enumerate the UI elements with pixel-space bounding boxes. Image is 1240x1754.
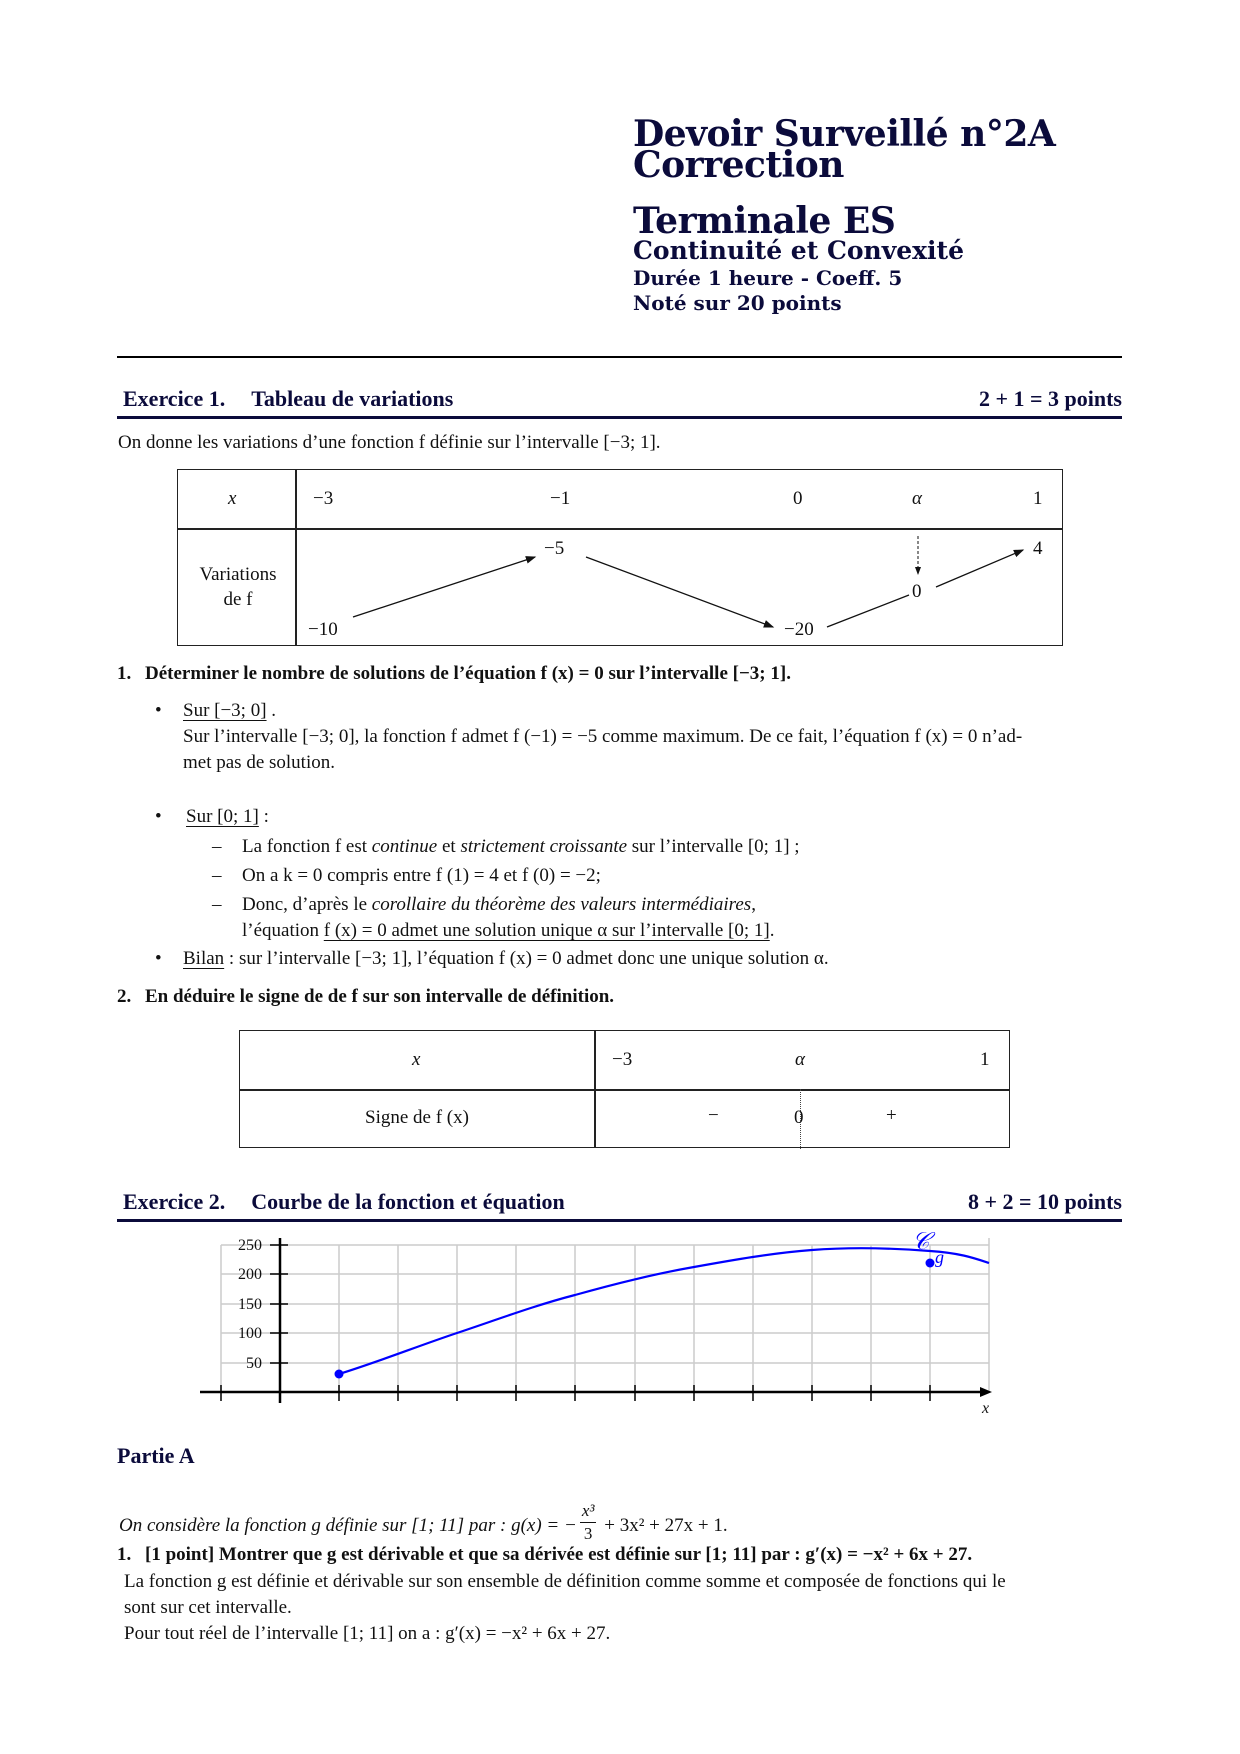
variation-arrows bbox=[178, 470, 1064, 647]
bullet1-text-1: Sur l’intervalle [−3; 0], la fonction f admet f (−1) = −5 comme maximum. De ce fait, l’équation f (x) = 0 n’ad- bbox=[183, 726, 1023, 747]
q2-text: En déduire le signe de de f sur son intervalle de définition. bbox=[145, 986, 615, 1007]
svg-text:200: 200 bbox=[238, 1266, 262, 1283]
curve-label-sub: g bbox=[935, 1247, 944, 1267]
conclusion-underlined: f (x) = 0 admet une solution unique α sur l’intervalle [0; 1] bbox=[323, 920, 770, 941]
var-x-value: 1 bbox=[1033, 488, 1043, 509]
partA-q1-number: 1. bbox=[117, 1544, 132, 1565]
bullet2-title: Sur [0; 1] bbox=[186, 806, 259, 827]
var-x-value: −1 bbox=[550, 488, 571, 509]
exercise2-heading bbox=[117, 1189, 1122, 1222]
partA-title: Partie A bbox=[117, 1443, 195, 1468]
partA-a1-line1: La fonction g est définie et dérivable sur son ensemble de définition comme somme et composée de fonctions qui le bbox=[124, 1571, 1006, 1592]
dash3-text-line2: l’équation f (x) = 0 admet une solution unique α sur l’intervalle [0; 1]. bbox=[242, 920, 775, 941]
duration: Durée 1 heure - Coeff. 5 bbox=[633, 266, 903, 290]
var-x-value: −3 bbox=[313, 488, 334, 509]
exercise1-title: Tableau de variations bbox=[251, 386, 454, 411]
bullet1-title-line: Sur [−3; 0] . bbox=[183, 700, 277, 721]
bullet1-text-2: met pas de solution. bbox=[183, 752, 335, 773]
var-f-value: −10 bbox=[308, 619, 338, 640]
var-f-value: −5 bbox=[544, 538, 565, 559]
svg-text:100: 100 bbox=[238, 1325, 262, 1342]
svg-text:250: 250 bbox=[238, 1237, 262, 1254]
bullet-icon: • bbox=[155, 806, 162, 827]
zero-dotted-line bbox=[800, 1089, 801, 1149]
sign-x-value: α bbox=[795, 1049, 805, 1070]
exercise1-points: 2 + 1 = 3 points bbox=[978, 386, 1122, 411]
sign-row1-label: x bbox=[412, 1049, 421, 1070]
exercise2-title: Courbe de la fonction et équation bbox=[251, 1189, 565, 1214]
variation-table bbox=[177, 469, 1063, 646]
bullet2-title-line: Sur [0; 1] : bbox=[186, 806, 269, 827]
curve-start-point bbox=[335, 1370, 344, 1379]
bullet3-line: Bilan : sur l’intervalle [−3; 1], l’équation f (x) = 0 admet donc une unique solution α. bbox=[183, 948, 829, 969]
document-title: Devoir Surveillé n°2A bbox=[633, 113, 1056, 155]
var-row2-label-2: de f bbox=[223, 589, 253, 610]
bullet-icon: • bbox=[155, 948, 162, 969]
var-row1-label: x bbox=[228, 488, 237, 509]
dash2-text: On a k = 0 compris entre f (1) = 4 et f (0) = −2; bbox=[242, 865, 601, 886]
subject: Continuité et Convexité bbox=[633, 236, 964, 265]
q1-text: Déterminer le nombre de solutions de l’équation f (x) = 0 sur l’intervalle [−3; 1]. bbox=[145, 663, 791, 684]
fraction-denominator: 3 bbox=[583, 1524, 593, 1543]
svg-text:50: 50 bbox=[246, 1355, 262, 1372]
dash3-text: Donc, d’après le corollaire du théorème des valeurs intermédiaires, bbox=[242, 894, 756, 915]
dash1-text: La fonction f est continue et strictement croissante sur l’intervalle [0; 1] ; bbox=[242, 836, 800, 857]
partA-a1-line2: sont sur cet intervalle. bbox=[124, 1597, 292, 1618]
bullet1-title: Sur [−3; 0] bbox=[183, 700, 267, 721]
partA-a1-line3: Pour tout réel de l’intervalle [1; 11] on a : g′(x) = −x² + 6x + 27. bbox=[124, 1623, 611, 1644]
curve-end-point bbox=[926, 1259, 935, 1268]
svg-text:150: 150 bbox=[238, 1296, 262, 1313]
var-row2-label-1: Variations bbox=[199, 564, 277, 585]
sign-x-value: −3 bbox=[612, 1049, 633, 1070]
curve-label: 𝒞 bbox=[912, 1229, 930, 1255]
grading: Noté sur 20 points bbox=[633, 291, 842, 315]
sign-value: − bbox=[708, 1105, 719, 1126]
header-rule bbox=[117, 356, 1122, 358]
exercise1-intro: On donne les variations d’une fonction f définie sur l’intervalle [−3; 1]. bbox=[118, 432, 661, 453]
curve-chart bbox=[200, 1225, 1020, 1415]
bullet-icon: • bbox=[155, 700, 162, 721]
curve-g bbox=[339, 1248, 989, 1374]
class-name: Terminale ES bbox=[633, 200, 896, 242]
dash-icon: – bbox=[212, 836, 222, 857]
sign-value: 0 bbox=[794, 1107, 804, 1128]
exercise2-number: Exercice 2. bbox=[123, 1189, 226, 1214]
sign-row2-label: Signe de f (x) bbox=[365, 1107, 469, 1128]
grid bbox=[221, 1238, 989, 1392]
var-f-value: 0 bbox=[912, 581, 922, 602]
bilan-title: Bilan bbox=[183, 948, 225, 969]
exercise1-heading bbox=[117, 386, 1122, 419]
fraction-numerator: x³ bbox=[580, 1500, 597, 1523]
x-axis-label: x bbox=[982, 1400, 990, 1415]
partA-q1-text: [1 point] Montrer que g est dérivable et que sa dérivée est définie sur [1; 11] par : g′(x) = −x² + 6x + 27. bbox=[145, 1544, 973, 1565]
sign-x-value: 1 bbox=[980, 1049, 990, 1070]
document-subtitle: Correction bbox=[633, 144, 844, 186]
sign-table bbox=[239, 1030, 1010, 1148]
q2-number: 2. bbox=[117, 986, 132, 1007]
q1-number: 1. bbox=[117, 663, 132, 684]
var-f-value: −20 bbox=[784, 619, 814, 640]
var-x-value: 0 bbox=[793, 488, 803, 509]
var-f-value: 4 bbox=[1033, 538, 1043, 559]
y-tick-labels bbox=[238, 1237, 262, 1372]
table-divider-horizontal bbox=[240, 1089, 1009, 1091]
exercise1-number: Exercice 1. bbox=[123, 386, 226, 411]
dash-icon: – bbox=[212, 894, 222, 915]
dash-icon: – bbox=[212, 865, 222, 886]
exercise2-points: 8 + 2 = 10 points bbox=[967, 1189, 1122, 1214]
sign-value: + bbox=[886, 1105, 897, 1126]
x-axis-arrow-icon bbox=[980, 1387, 992, 1397]
partA-definition: On considère la fonction g définie sur [1; 11] par : g(x) = − $\frac{\text{x³}}{3}$ + 3x² + 27x + 1. bbox=[119, 1501, 728, 1543]
var-x-value: α bbox=[912, 488, 922, 509]
